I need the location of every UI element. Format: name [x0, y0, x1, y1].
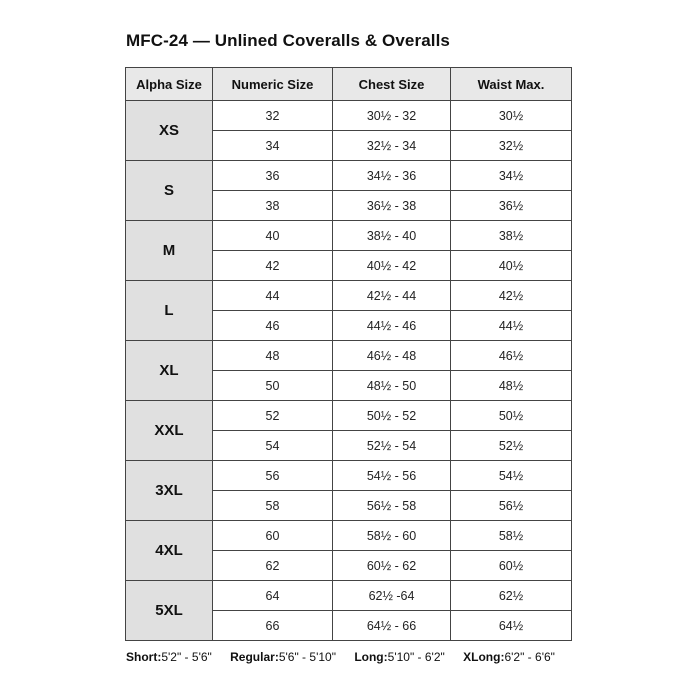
legend-label: Short:	[126, 650, 162, 664]
page-title: MFC-24 — Unlined Coveralls & Overalls	[126, 31, 450, 50]
numeric-size-cell: 44	[213, 281, 333, 311]
table-row	[126, 161, 572, 191]
alpha-size-cell: 5XL	[126, 581, 213, 641]
numeric-size-cell: 54	[213, 431, 333, 461]
table-row	[126, 341, 572, 371]
inseam-legend	[126, 650, 555, 664]
waist-max-cell: 46½	[451, 341, 572, 371]
waist-max-cell: 32½	[451, 131, 572, 161]
waist-max-cell: 38½	[451, 221, 572, 251]
chest-size-cell: 52½ - 54	[333, 431, 451, 461]
numeric-size-cell: 50	[213, 371, 333, 401]
chest-size-cell: 40½ - 42	[333, 251, 451, 281]
legend-regular	[230, 650, 336, 664]
waist-max-cell: 52½	[451, 431, 572, 461]
table-row	[126, 461, 572, 491]
alpha-size-cell: XS	[126, 101, 213, 161]
chest-size-cell: 32½ - 34	[333, 131, 451, 161]
waist-max-cell: 44½	[451, 311, 572, 341]
alpha-size-cell: 4XL	[126, 521, 213, 581]
waist-max-cell: 62½	[451, 581, 572, 611]
alpha-size-cell: XXL	[126, 401, 213, 461]
chest-size-cell: 60½ - 62	[333, 551, 451, 581]
waist-max-cell: 34½	[451, 161, 572, 191]
legend-long	[354, 650, 444, 664]
chest-size-cell: 64½ - 66	[333, 611, 451, 641]
waist-max-cell: 50½	[451, 401, 572, 431]
numeric-size-cell: 64	[213, 581, 333, 611]
waist-max-cell: 42½	[451, 281, 572, 311]
legend-value: 5'2" - 5'6"	[161, 650, 212, 664]
chest-size-cell: 62½ -64	[333, 581, 451, 611]
numeric-size-cell: 56	[213, 461, 333, 491]
alpha-size-cell: S	[126, 161, 213, 221]
numeric-size-cell: 66	[213, 611, 333, 641]
chest-size-cell: 34½ - 36	[333, 161, 451, 191]
legend-label: XLong:	[463, 650, 505, 664]
numeric-size-cell: 36	[213, 161, 333, 191]
numeric-size-cell: 62	[213, 551, 333, 581]
waist-max-cell: 40½	[451, 251, 572, 281]
legend-label: Long:	[354, 650, 388, 664]
table-row	[126, 521, 572, 551]
chest-size-cell: 38½ - 40	[333, 221, 451, 251]
waist-max-cell: 30½	[451, 101, 572, 131]
waist-max-cell: 54½	[451, 461, 572, 491]
waist-max-cell: 60½	[451, 551, 572, 581]
numeric-size-cell: 32	[213, 101, 333, 131]
numeric-size-cell: 60	[213, 521, 333, 551]
numeric-size-cell: 42	[213, 251, 333, 281]
legend-label: Regular:	[230, 650, 279, 664]
table-row	[126, 281, 572, 311]
legend-value: 5'10" - 6'2"	[387, 650, 445, 664]
chest-size-cell: 58½ - 60	[333, 521, 451, 551]
chest-size-cell: 48½ - 50	[333, 371, 451, 401]
numeric-size-cell: 40	[213, 221, 333, 251]
waist-max-cell: 64½	[451, 611, 572, 641]
chest-size-cell: 54½ - 56	[333, 461, 451, 491]
table-row	[126, 581, 572, 611]
chest-size-cell: 42½ - 44	[333, 281, 451, 311]
size-chart-table	[125, 67, 572, 641]
numeric-size-cell: 58	[213, 491, 333, 521]
table-row	[126, 221, 572, 251]
numeric-size-cell: 48	[213, 341, 333, 371]
table-row	[126, 401, 572, 431]
numeric-size-cell: 46	[213, 311, 333, 341]
legend-value: 6'2" - 6'6"	[504, 650, 555, 664]
header-numeric-size: Numeric Size	[213, 68, 333, 101]
chest-size-cell: 46½ - 48	[333, 341, 451, 371]
waist-max-cell: 48½	[451, 371, 572, 401]
alpha-size-cell: 3XL	[126, 461, 213, 521]
chest-size-cell: 50½ - 52	[333, 401, 451, 431]
alpha-size-cell: XL	[126, 341, 213, 401]
chest-size-cell: 36½ - 38	[333, 191, 451, 221]
table-body	[126, 101, 572, 641]
table-row	[126, 101, 572, 131]
legend-xlong	[463, 650, 555, 664]
waist-max-cell: 36½	[451, 191, 572, 221]
numeric-size-cell: 52	[213, 401, 333, 431]
chest-size-cell: 30½ - 32	[333, 101, 451, 131]
waist-max-cell: 56½	[451, 491, 572, 521]
alpha-size-cell: L	[126, 281, 213, 341]
waist-max-cell: 58½	[451, 521, 572, 551]
chest-size-cell: 56½ - 58	[333, 491, 451, 521]
header-alpha-size: Alpha Size	[126, 68, 213, 101]
table-header-row	[126, 68, 572, 101]
chest-size-cell: 44½ - 46	[333, 311, 451, 341]
alpha-size-cell: M	[126, 221, 213, 281]
header-chest-size: Chest Size	[333, 68, 451, 101]
legend-short	[126, 650, 212, 664]
numeric-size-cell: 38	[213, 191, 333, 221]
legend-value: 5'6" - 5'10"	[278, 650, 336, 664]
header-waist-max: Waist Max.	[451, 68, 572, 101]
numeric-size-cell: 34	[213, 131, 333, 161]
